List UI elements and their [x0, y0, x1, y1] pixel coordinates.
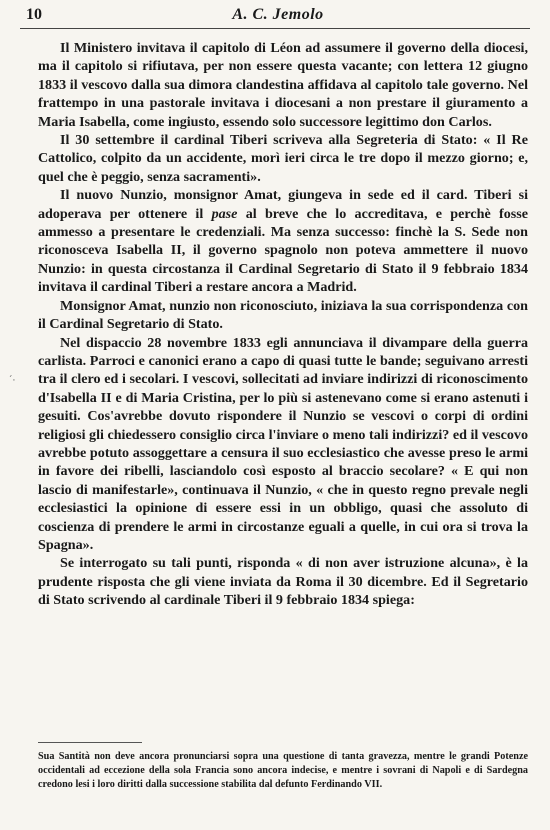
paragraph-amat: Monsignor Amat, nunzio non riconosciuto, iniziava la sua corrispondenza con il Cardinal Segretario di Stato. — [38, 297, 528, 333]
page-number: 10 — [26, 6, 42, 23]
header-rule — [20, 28, 530, 29]
page-header — [26, 6, 530, 28]
paragraph-tiberi-letter: Il 30 settembre il cardinal Tiberi scriveva alla Segreteria di Stato: « Il Re Cattolico, colpito da un accidente, morì ieri circa le tre dopo il mezzo giorno; e, quel che è peggio, senza sacramenti». — [38, 132, 528, 185]
nunzio-text-after: al breve che lo accreditava, e perchè fosse ammesso a presentare le credenziali. Ma senza successo: finchè la S. Sede non riconosceva Isabella II, il governo spagnolo non poteva ammettere il nuovo Nunzio: in questa circostanza il Cardinal Segretario di Stato il 9 febbraio 1834 invitava il cardinal Tiberi a restare ancora a Madrid. — [38, 205, 529, 296]
paragraph-dispaccio: Nel dispaccio 28 novembre 1833 egli annunciava il divampare della guerra carlista. Parroci e canonici erano a capo di quasi tutte le bande; seguivano arresti tra il clero ed i secolari. I vescovi, sollecitati ad inviare indirizzi di riconoscimento d'Isabella II e di Maria Cristina, per lo più si astenevano come si erano astenuti i gesuiti. Cos'avrebbe dovuto rispondere il Nunzio se vescovi o corpi di ordini religiosi gli chiedessero consiglio circa l'inviare o meno tali indirizzi? ed il vescovo avrebbe potuto assoggettare a censura il suo ecclesiastico che avesse preso le armi in favore dei ribelli, lasciandolo così esposto al braccio secolare? « E qui non lascio di manifestarle», continuava il Nunzio, « che in questo regno prevale negli ecclesiastici la opinione di essere essi in un obbligo, quasi che assoluto di coscienza di prendere le armi in circostanze eguali a quelle, in cui ora si trova la Spagna». — [38, 334, 528, 553]
nunzio-text-italic: pase — [211, 205, 238, 222]
paragraph-ministero: Il Ministero invitava il capitolo di Léon ad assumere il governo della diocesi, ma il capitolo si rifiutava, per non essere questa vacante; con lettera 12 giugno 1833 il vescovo dalla sua dimora clandestina affidava al capitolo tale governo. Nel frattempo in una pastorale invitava i diocesani a non prestare il giuramento a Maria Isabella, come ingiusto, essendo solo successore legittimo don Carlos. — [38, 40, 528, 130]
footnote-quote: Sua Santità non deve ancora pronunciarsi sopra una questione di tanta gravezza, mentre le grandi Potenze occidentali ad eccezione della sola Francia sono ancora indecise, e mentre i sovrani di Napoli e di Sardegna credono lesi i loro diritti dalla successione stabilita dal defunto Ferdinando VII. — [38, 751, 528, 790]
nunzio-text-before: Il nuovo Nunzio, monsignor Amat, giungeva in sede ed il card. Tiberi si adoperava per ottenere il — [38, 187, 528, 222]
paragraph-nuovo-nunzio — [38, 186, 528, 296]
body-text — [38, 39, 528, 610]
running-head: A. C. Jemolo — [232, 6, 324, 23]
footnote-rule — [38, 742, 142, 743]
margin-mark: ´· — [8, 376, 16, 386]
paragraph-risposta: Se interrogato su tali punti, risponda « di non aver istruzione alcuna», è la prudente risposta che gli viene inviata da Roma il 30 dicembre. Ed il Segretario di Stato scrivendo al cardinale Tiberi il 9 febbraio 1834 spiega: — [38, 555, 528, 609]
